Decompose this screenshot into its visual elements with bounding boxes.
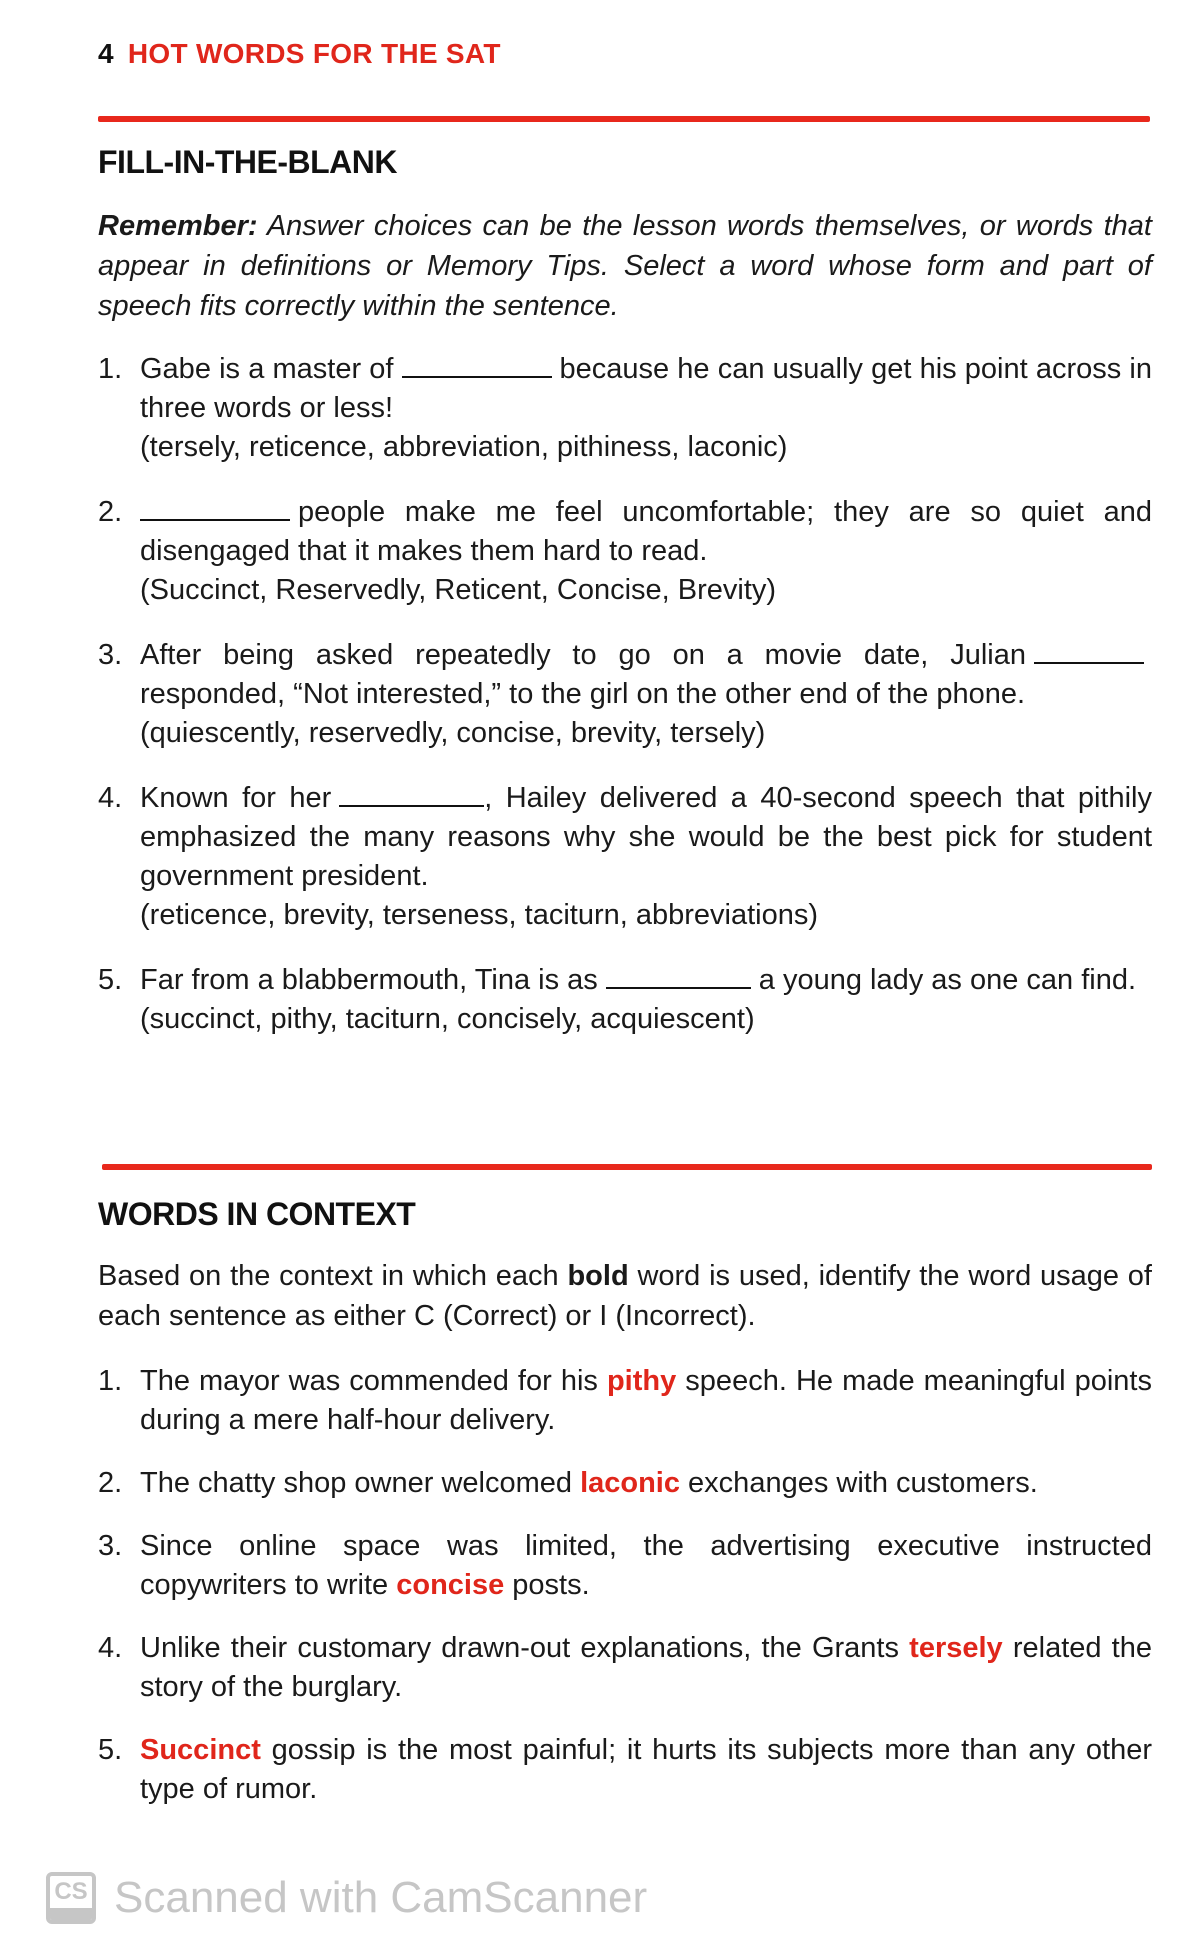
fill-item-3: [98, 636, 1152, 753]
item-text-before: Unlike their customary drawn-out explanations, the Grants: [140, 1632, 910, 1664]
item-text-after: related the story of the burglary.: [140, 1632, 1152, 1703]
camscanner-logo-icon: [46, 1872, 96, 1924]
answer-blank[interactable]: [1034, 636, 1144, 664]
item-text-before: The mayor was commended for his: [140, 1365, 607, 1397]
answer-choices: (succinct, pithy, taciturn, concisely, acquiescent): [140, 1003, 755, 1035]
section-title-fill-in-the-blank: FILL-IN-THE-BLANK: [98, 144, 397, 180]
highlighted-word: Succinct: [140, 1734, 261, 1766]
item-text-after: exchanges with customers.: [680, 1467, 1038, 1499]
item-number: 1.: [98, 1365, 123, 1397]
item-number: 2.: [98, 496, 123, 528]
fill-item-4: [98, 779, 1152, 935]
item-number: 2.: [98, 1467, 123, 1499]
item-number: 4.: [98, 782, 123, 814]
fill-in-the-blank-list: [98, 350, 1152, 1039]
section-divider-top: [98, 116, 1150, 122]
context-item-4: [98, 1629, 1152, 1707]
answer-choices: (reticence, brevity, terseness, taciturn, abbreviations): [140, 899, 819, 931]
item-text-after: gossip is the most painful; it hurts its subjects more than any other type of rumor.: [140, 1734, 1152, 1805]
item-text-after: speech. He made meaningful points during a mere half-hour delivery.: [140, 1365, 1152, 1436]
item-number: 4.: [98, 1632, 123, 1664]
item-number: 1.: [98, 353, 123, 385]
item-text-before: Far from a blabbermouth, Tina is as: [140, 964, 598, 996]
camscanner-watermark: [46, 1872, 647, 1924]
running-header: [98, 38, 501, 70]
context-item-5: [98, 1731, 1152, 1809]
book-title: HOT WORDS FOR THE SAT: [127, 38, 501, 69]
fill-item-1: [98, 350, 1152, 467]
instructions-text: Answer choices can be the lesson words themselves, or words that appear in definitions or Memory Tips. Select a word whose form and part of speech fits correctly within the sentence.: [98, 210, 1152, 322]
watermark-text: Scanned with CamScanner: [114, 1873, 648, 1922]
item-number: 5.: [98, 964, 123, 996]
item-text-after: , Hailey delivered a 40-second speech that pithily emphasized the many reasons why she would be the best pick for student government president.: [140, 782, 1153, 892]
answer-choices: (quiescently, reservedly, concise, brevity, tersely): [140, 717, 766, 749]
highlighted-word: laconic: [580, 1467, 680, 1499]
item-text-before: Known for her: [140, 782, 332, 814]
answer-blank[interactable]: [606, 961, 751, 989]
item-text-after: people make me feel uncomfortable; they are so quiet and disengaged that it makes them hard to read.: [140, 496, 1152, 567]
fill-in-the-blank-instructions: [98, 206, 1152, 326]
item-number: 3.: [98, 639, 123, 671]
instructions-lead: Remember:: [98, 210, 258, 242]
fill-item-2: [98, 493, 1152, 610]
instructions-bold-word: bold: [567, 1260, 629, 1292]
context-item-3: [98, 1527, 1152, 1605]
answer-blank[interactable]: [339, 779, 484, 807]
highlighted-word: concise: [396, 1569, 505, 1601]
answer-choices: (Succinct, Reservedly, Reticent, Concise, Brevity): [140, 574, 777, 606]
context-item-2: [98, 1464, 1152, 1503]
instructions-text-before: Based on the context in which each: [98, 1260, 568, 1292]
section-title-words-in-context: WORDS IN CONTEXT: [98, 1196, 416, 1232]
item-text-before: Gabe is a master of: [140, 353, 394, 385]
words-in-context-instructions: [98, 1256, 1152, 1336]
item-text-after: posts.: [504, 1569, 590, 1601]
item-text-after: responded, “Not interested,” to the girl on the other end of the phone.: [140, 678, 1026, 710]
item-text-after: a young lady as one can find.: [758, 964, 1137, 996]
item-text-before: Since online space was limited, the advertising executive instructed copywriters to write: [140, 1530, 1152, 1601]
answer-choices: (tersely, reticence, abbreviation, pithiness, laconic): [140, 431, 788, 463]
context-item-1: [98, 1362, 1152, 1440]
item-number: 3.: [98, 1530, 123, 1562]
instructions-text-after: word is used, identify the word usage of each sentence as either C (Correct) or I (Incorrect).: [98, 1260, 1152, 1332]
page-number: 4: [98, 38, 114, 69]
section-divider-middle: [102, 1164, 1152, 1170]
logo-text: CS: [54, 1878, 88, 1905]
item-number: 5.: [98, 1734, 123, 1766]
highlighted-word: pithy: [606, 1365, 677, 1397]
answer-blank[interactable]: [140, 493, 290, 521]
item-text-after: because he can usually get his point across in three words or less!: [140, 353, 1153, 424]
answer-blank[interactable]: [402, 350, 552, 378]
words-in-context-list: [98, 1362, 1152, 1809]
item-text-before: After being asked repeatedly to go on a movie date, Julian: [140, 639, 1026, 671]
item-text-before: The chatty shop owner welcomed: [140, 1467, 581, 1499]
highlighted-word: tersely: [909, 1632, 1003, 1664]
fill-item-5: [98, 961, 1152, 1039]
